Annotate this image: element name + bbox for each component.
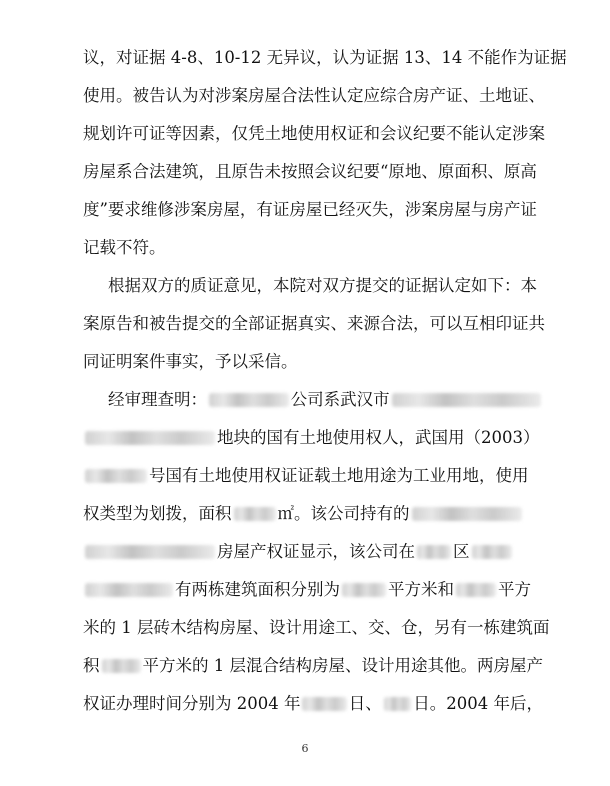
redacted-block bbox=[85, 469, 147, 483]
text-segment: 米的 1 层砖木结构房屋、设计用途工、交、仓，另有一栋建筑面 bbox=[83, 618, 550, 637]
text-segment: 房屋系合法建筑，且原告未按照会议纪要“原地、原面积、原高 bbox=[83, 162, 537, 181]
redacted-block bbox=[102, 659, 141, 673]
redacted-block bbox=[342, 583, 386, 597]
text-segment: 日、 bbox=[348, 694, 382, 713]
text-line bbox=[83, 311, 543, 337]
text-segment: 同证明案件事实，予以采信。 bbox=[83, 352, 298, 371]
text-segment: 平方米的 1 层混合结构房屋、设计用途其他。两房屋产 bbox=[142, 656, 543, 675]
page-number: 6 bbox=[301, 742, 309, 755]
redacted-block bbox=[384, 697, 411, 711]
text-line bbox=[83, 501, 543, 527]
text-segment: 区 bbox=[453, 542, 470, 561]
text-line bbox=[83, 159, 543, 185]
text-line bbox=[83, 539, 543, 565]
text-segment: 议，对证据 4-8、10-12 无异议，认为证据 13、14 不能作为证据 bbox=[83, 48, 567, 67]
text-segment: 积 bbox=[83, 656, 100, 675]
text-line bbox=[83, 463, 543, 489]
text-line bbox=[83, 577, 543, 603]
text-line bbox=[108, 273, 543, 299]
text-line bbox=[83, 45, 567, 71]
text-segment: 记载不符。 bbox=[83, 238, 166, 257]
text-line bbox=[108, 387, 543, 413]
redacted-block bbox=[85, 583, 173, 597]
redacted-block bbox=[302, 697, 346, 711]
text-line bbox=[83, 691, 543, 717]
redacted-block bbox=[209, 393, 289, 407]
text-segment: 根据双方的质证意见，本院对双方提交的证据认定如下：本 bbox=[108, 276, 537, 295]
redacted-block bbox=[392, 393, 541, 407]
text-line bbox=[83, 615, 550, 641]
text-segment: 公司系武汉市 bbox=[290, 390, 390, 409]
text-line bbox=[83, 197, 543, 223]
text-line bbox=[83, 349, 543, 375]
redacted-block bbox=[234, 507, 276, 521]
text-segment: 权证办理时间分别为 2004 年 bbox=[83, 694, 301, 713]
text-segment: ㎡。该公司持有的 bbox=[277, 504, 410, 523]
text-segment: 平方米和 bbox=[388, 580, 454, 599]
redacted-block bbox=[412, 507, 522, 521]
text-segment: 使用。被告认为对涉案房屋合法性认定应综合房产证、土地证、 bbox=[83, 86, 545, 105]
text-segment: 规划许可证等因素，仅凭土地使用权证和会议纪要不能认定涉案 bbox=[83, 124, 545, 143]
text-line bbox=[83, 425, 543, 451]
text-segment: 有两栋建筑面积分别为 bbox=[175, 580, 340, 599]
text-line bbox=[83, 653, 543, 679]
text-segment: 经审理查明： bbox=[108, 390, 207, 409]
redacted-block bbox=[85, 545, 215, 559]
text-segment: 地块的国有土地使用权人，武国用（2003） bbox=[217, 428, 540, 447]
text-line bbox=[83, 235, 543, 261]
text-segment: 日。2004 年后， bbox=[413, 694, 543, 713]
text-segment: 房屋产权证显示，该公司在 bbox=[217, 542, 415, 561]
text-segment: 案原告和被告提交的全部证据真实、来源合法，可以互相印证共 bbox=[83, 314, 545, 333]
redacted-block bbox=[456, 583, 496, 597]
text-segment: 权类型为划拨，面积 bbox=[83, 504, 232, 523]
text-line bbox=[83, 121, 543, 147]
text-line bbox=[83, 83, 543, 109]
redacted-block bbox=[417, 545, 451, 559]
text-segment: 度”要求维修涉案房屋，有证房屋已经灭失，涉案房屋与房产证 bbox=[83, 200, 537, 219]
text-segment: 号国有土地使用权证证载土地用途为工业用地，使用 bbox=[149, 466, 529, 485]
redacted-block bbox=[85, 431, 215, 445]
text-segment: 平方 bbox=[498, 580, 531, 599]
redacted-block bbox=[472, 545, 512, 559]
